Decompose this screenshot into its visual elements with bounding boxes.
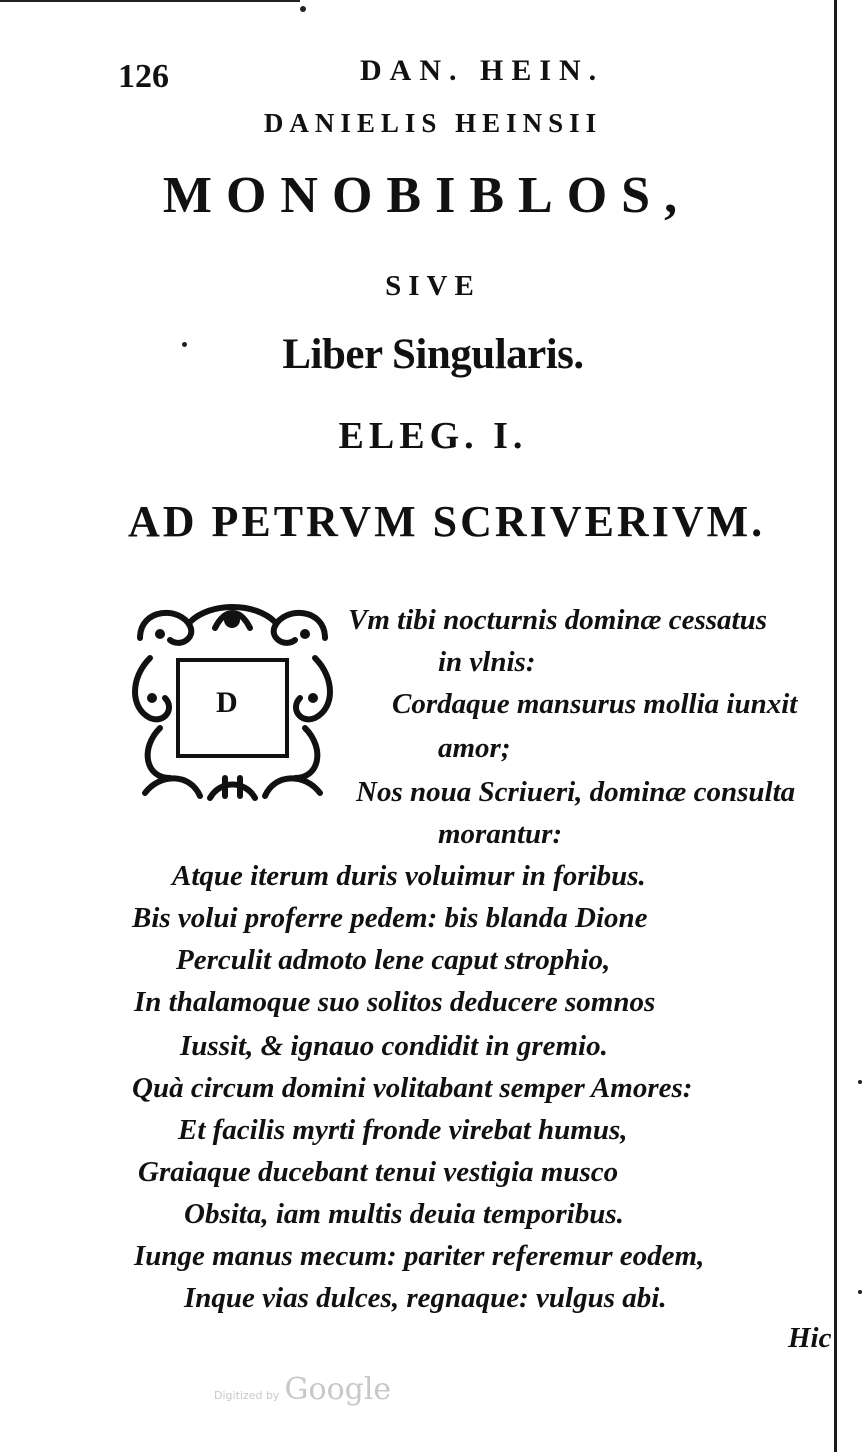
digitization-watermark — [214, 1372, 391, 1407]
watermark-digitized-by: Digitized by — [214, 1389, 280, 1402]
page-number: 126 — [118, 58, 169, 95]
verse-line: Obsita, iam multis deuia temporibus. — [184, 1198, 624, 1230]
verse-line: Vm tibi nocturnis dominæ cessatus — [348, 604, 767, 636]
print-speck — [182, 342, 187, 347]
verse-line: Iussit, & ignauo condidit in gremio. — [180, 1030, 608, 1062]
sive-line: SIVE — [385, 270, 481, 302]
verse-line: Perculit admoto lene caput strophio, — [176, 944, 611, 976]
top-rule — [0, 0, 300, 2]
verse-line: In thalamoque suo solitos deducere somnos — [134, 986, 656, 1018]
running-head: DAN. HEIN. — [360, 54, 605, 87]
elegy-heading: ELEG. I. — [338, 415, 528, 457]
subtitle: Liber Singularis. — [282, 331, 584, 378]
main-title: MONOBIBLOS, — [162, 167, 692, 224]
initial-letter: D — [216, 686, 238, 719]
decorated-initial — [130, 598, 335, 806]
catchword: Hic — [788, 1322, 832, 1354]
verse-line: morantur: — [438, 818, 563, 850]
dedication-heading: AD PETRVM SCRIVERIVM. — [128, 497, 766, 546]
verse-line: amor; — [438, 732, 511, 764]
verse-line: Inque vias dulces, regnaque: vulgus abi. — [184, 1282, 667, 1314]
verse-line: Et facilis myrti fronde virebat humus, — [178, 1114, 628, 1146]
print-speck — [858, 1080, 862, 1084]
verse-line: Graiaque ducebant tenui vestigia musco — [138, 1156, 619, 1188]
verse-line: Cordaque mansurus mollia iunxit — [392, 688, 798, 720]
author-name: DANIELIS HEINSII — [263, 108, 603, 138]
verse-line: Atque iterum duris voluimur in foribus. — [172, 860, 646, 892]
verse-line: Quà circum domini volitabant semper Amores: — [132, 1072, 693, 1104]
print-speck — [858, 1290, 862, 1294]
print-speck — [300, 6, 306, 12]
watermark-google: Google — [284, 1372, 392, 1407]
verse-line: Iunge manus mecum: pariter referemur eodem, — [134, 1240, 705, 1272]
verse-line: Nos noua Scriueri, dominæ consulta — [356, 776, 796, 808]
verse-line: Bis volui proferre pedem: bis blanda Dione — [132, 902, 648, 934]
verse-line: in vlnis: — [438, 646, 536, 678]
